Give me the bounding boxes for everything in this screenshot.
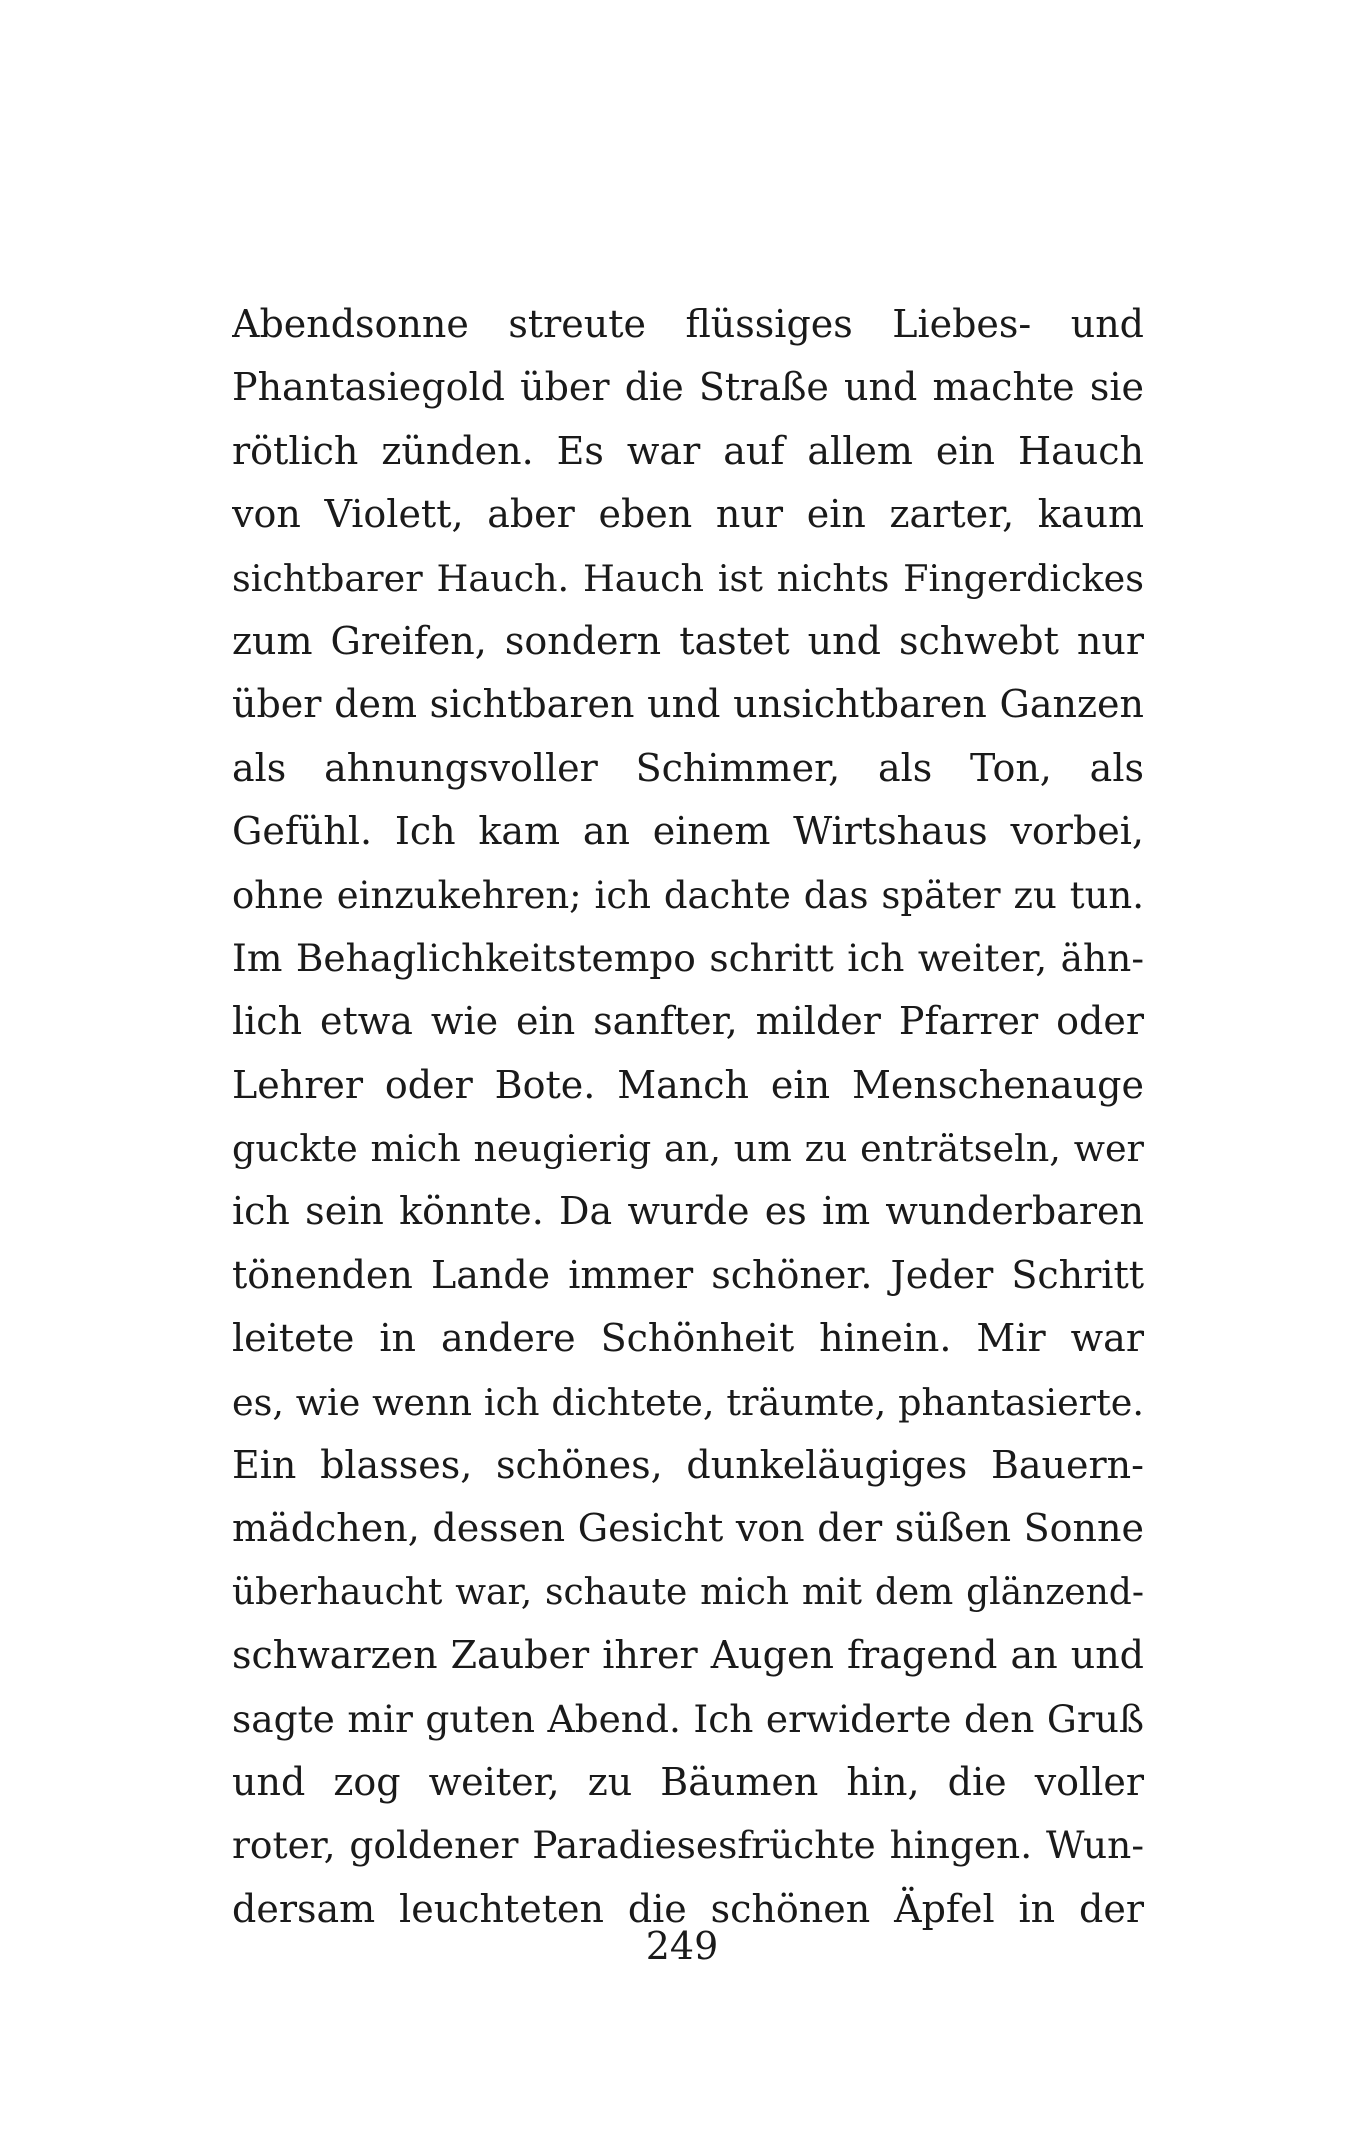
text-line: ohne einzukehren; ich dachte das später zu tun. <box>232 873 1144 917</box>
text-line: Abendsonne streute flüssiges Liebes- und <box>232 302 1144 346</box>
page-number: 249 <box>645 1924 719 1968</box>
text-line: dersam leuchteten die schönen Äpfel in der <box>232 1886 1144 1931</box>
text-line: als ahnungsvoller Schimmer, als Ton, als <box>232 745 1144 790</box>
text-line: guckte mich neugierig an, um zu enträtseln, wer <box>232 1127 1144 1171</box>
text-line: Ein blasses, schönes, dunkeläugiges Bauern- <box>232 1443 1144 1488</box>
text-line: mädchen, dessen Gesicht von der süßen Sonne <box>232 1506 1144 1551</box>
text-line: tönenden Lande immer schöner. Jeder Schritt <box>232 1252 1144 1297</box>
text-line: Phantasiegold über die Straße und machte sie <box>232 365 1144 410</box>
text-line: überhaucht war, schaute mich mit dem glänzend- <box>232 1571 1144 1613</box>
text-line: schwarzen Zauber ihrer Augen fragend an und <box>232 1633 1144 1678</box>
text-line: über dem sichtbaren und unsichtbaren Ganzen <box>232 682 1144 727</box>
text-line: Im Behaglichkeitstempo schritt ich weiter, ähn- <box>232 935 1144 980</box>
text-line: sichtbarer Hauch. Hauch ist nichts Fingerdickes <box>232 556 1144 600</box>
text-line: Lehrer oder Bote. Manch ein Menschenauge <box>232 1062 1144 1107</box>
text-line: Gefühl. Ich kam an einem Wirtshaus vorbei, <box>232 809 1144 854</box>
text-line: rötlich zünden. Es war auf allem ein Hauch <box>232 428 1144 473</box>
text-line: leitete in andere Schönheit hinein. Mir war <box>232 1316 1144 1361</box>
text-line: lich etwa wie ein sanfter, milder Pfarrer oder <box>232 999 1144 1044</box>
text-line: es, wie wenn ich dichtete, träumte, phantasierte. <box>232 1380 1144 1424</box>
text-line: und zog weiter, zu Bäumen hin, die voller <box>232 1759 1144 1804</box>
text-line: roter, goldener Paradiesesfrüchte hingen. Wun- <box>232 1823 1144 1868</box>
text-line: sagte mir guten Abend. Ich erwiderte den Gruß <box>232 1696 1144 1741</box>
text-line: von Violett, aber eben nur ein zarter, kaum <box>232 492 1144 537</box>
text-line: zum Greifen, sondern tastet und schwebt nur <box>232 618 1144 663</box>
body-text <box>232 293 1144 1941</box>
text-line: ich sein könnte. Da wurde es im wunderbaren <box>232 1189 1144 1234</box>
